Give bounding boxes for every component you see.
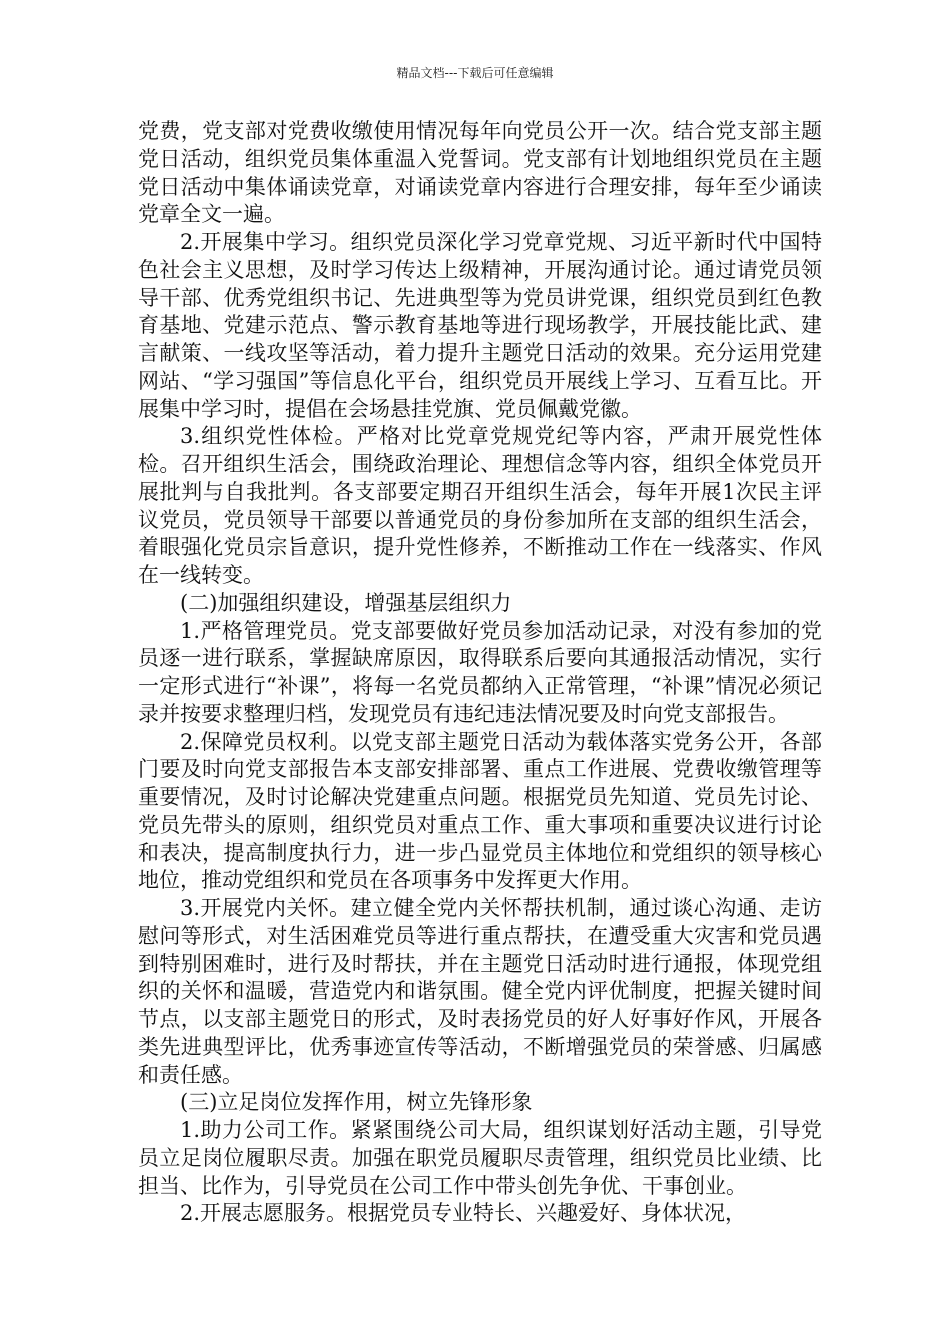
- paragraph-item-2-study: 2.开展集中学习。组织党员深化学习党章党规、习近平新时代中国特色社会主义思想，及时学习传达上级精神，开展沟通讨论。通过请党员领导干部、优秀党组织书记、先进典型等为党员讲党课，组织党员到红色教育基地、党建示范点、警示教育基地等进行现场教学，开展技能比武、建言献策、一线攻坚等活动，着力提升主题党日活动的效果。充分运用党建网站、“学习强国”等信息化平台，组织党员开展线上学习、互看互比。开展集中学习时，提倡在会场悬挂党旗、党员佩戴党徽。: [138, 230, 822, 421]
- document-body: [138, 118, 822, 1228]
- paragraph-item-3-care: 3.开展党内关怀。建立健全党内关怀帮扶机制，通过谈心沟通、走访慰问等形式，对生活困难党员等进行重点帮扶，在遭受重大灾害和党员遇到特别困难时，进行及时帮扶，并在主题党日活动时进行通报，体现党组织的关怀和温暖，营造党内和谐氛围。健全党内评优制度，把握关键时间节点，以支部主题党日的形式，及时表扬党员的好人好事好作风，开展各类先进典型评比，优秀事迹宣传等活动，不断增强党员的荣誉感、归属感和责任感。: [138, 896, 822, 1087]
- paragraph-item-1-company: 1.助力公司工作。紧紧围绕公司大局，组织谋划好活动主题，引导党员立足岗位履职尽责。加强在职党员履职尽责管理，组织党员比业绩、比担当、比作为，引导党员在公司工作中带头创先争优、干事创业。: [138, 1118, 822, 1198]
- paragraph-item-2-rights: 2.保障党员权利。以党支部主题党日活动为载体落实党务公开，各部门要及时向党支部报告本支部安排部署、重点工作进展、党费收缴管理等重要情况，及时讨论解决党建重点问题。根据党员先知道、党员先讨论、党员先带头的原则，组织党员对重点工作、重大事项和重要决议进行讨论和表决，提高制度执行力，进一步凸显党员主体地位和党组织的领导核心地位，推动党组织和党员在各项事务中发挥更大作用。: [138, 729, 822, 893]
- page-header: 精品文档---下载后可任意编辑: [396, 66, 554, 80]
- paragraph-continuation: 党费，党支部对党费收缴使用情况每年向党员公开一次。结合党支部主题党日活动，组织党员集体重温入党誓词。党支部有计划地组织党员在主题党日活动中集体诵读党章，对诵读党章内容进行合理安排，每年至少诵读党章全文一遍。: [138, 119, 822, 227]
- paragraph-item-3-checkup: 3.组织党性体检。严格对比党章党规党纪等内容，严肃开展党性体检。召开组织生活会，围绕政治理论、理想信念等内容，组织全体党员开展批判与自我批判。各支部要定期召开组织生活会，每年开展1次民主评议党员，党员领导干部要以普通党员的身份参加所在支部的组织生活会，着眼强化党员宗旨意识，提升党性修养，不断推动工作在一线落实、作风在一线转变。: [138, 424, 822, 587]
- section-heading-3: (三)立足岗位发挥作用，树立先锋形象: [180, 1090, 533, 1115]
- paragraph-item-1-manage: 1.严格管理党员。党支部要做好党员参加活动记录，对没有参加的党员逐一进行联系，掌握缺席原因，取得联系后要向其通报活动情况，实行一定形式进行“补课”，将每一名党员都纳入正常管理，“补课”情况必须记录并按要求整理归档，发现党员有违纪违法情况要及时向党支部报告。: [138, 618, 822, 726]
- paragraph-item-2-volunteer: 2.开展志愿服务。根据党员专业特长、兴趣爱好、身体状况，: [180, 1201, 747, 1226]
- section-heading-2: (二)加强组织建设，增强基层组织力: [180, 590, 512, 615]
